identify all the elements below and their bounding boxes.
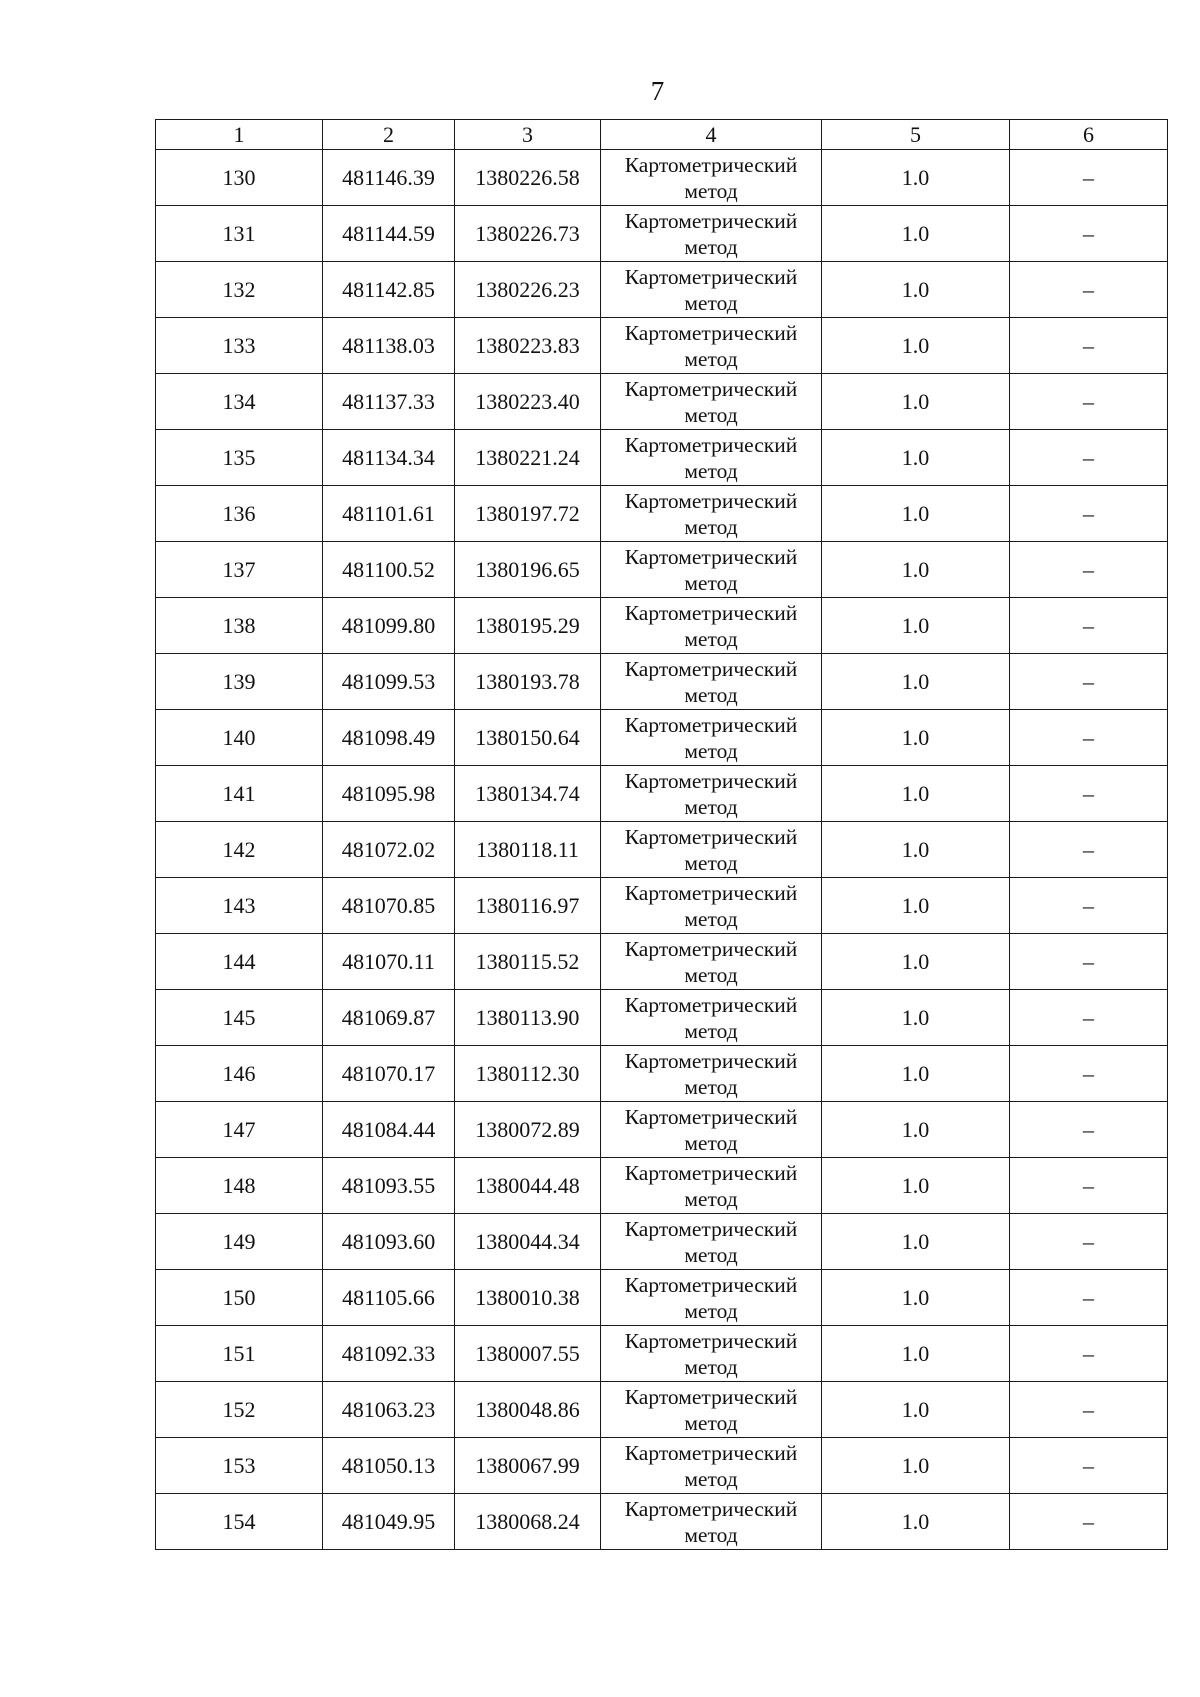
x-coordinate-cell: 481070.17 (323, 1046, 455, 1102)
y-coordinate-cell: 1380118.11 (455, 822, 601, 878)
note-cell: – (1010, 262, 1168, 318)
table-row (156, 990, 1168, 1046)
table-row (156, 1214, 1168, 1270)
accuracy-cell: 1.0 (822, 990, 1010, 1046)
note-cell: – (1010, 206, 1168, 262)
point-number-cell: 136 (156, 486, 323, 542)
x-coordinate-cell: 481092.33 (323, 1326, 455, 1382)
page-number: 7 (650, 76, 665, 106)
accuracy-cell: 1.0 (822, 598, 1010, 654)
x-coordinate-cell: 481050.13 (323, 1438, 455, 1494)
point-number-cell: 139 (156, 654, 323, 710)
note-cell: – (1010, 374, 1168, 430)
accuracy-cell: 1.0 (822, 1102, 1010, 1158)
note-cell: – (1010, 542, 1168, 598)
accuracy-cell: 1.0 (822, 1270, 1010, 1326)
y-coordinate-cell: 1380112.30 (455, 1046, 601, 1102)
x-coordinate-cell: 481099.80 (323, 598, 455, 654)
table-row (156, 710, 1168, 766)
y-coordinate-cell: 1380115.52 (455, 934, 601, 990)
point-number-cell: 144 (156, 934, 323, 990)
note-cell: – (1010, 1270, 1168, 1326)
x-coordinate-cell: 481069.87 (323, 990, 455, 1046)
table-row (156, 486, 1168, 542)
header-cell-2: 2 (323, 120, 455, 150)
method-cell: Картометрический метод (601, 1102, 822, 1158)
coordinates-table (155, 119, 1168, 1550)
method-cell: Картометрический метод (601, 1382, 822, 1438)
y-coordinate-cell: 1380116.97 (455, 878, 601, 934)
accuracy-cell: 1.0 (822, 654, 1010, 710)
table-row (156, 430, 1168, 486)
point-number-cell: 154 (156, 1494, 323, 1550)
table-body (156, 150, 1168, 1550)
y-coordinate-cell: 1380150.64 (455, 710, 601, 766)
method-cell: Картометрический метод (601, 150, 822, 206)
note-cell: – (1010, 1382, 1168, 1438)
point-number-cell: 153 (156, 1438, 323, 1494)
method-cell: Картометрический метод (601, 318, 822, 374)
point-number-cell: 152 (156, 1382, 323, 1438)
method-cell: Картометрический метод (601, 1158, 822, 1214)
y-coordinate-cell: 1380067.99 (455, 1438, 601, 1494)
note-cell: – (1010, 1046, 1168, 1102)
method-cell: Картометрический метод (601, 1046, 822, 1102)
table-row (156, 1438, 1168, 1494)
point-number-cell: 135 (156, 430, 323, 486)
method-cell: Картометрический метод (601, 934, 822, 990)
y-coordinate-cell: 1380010.38 (455, 1270, 601, 1326)
y-coordinate-cell: 1380197.72 (455, 486, 601, 542)
point-number-cell: 141 (156, 766, 323, 822)
accuracy-cell: 1.0 (822, 150, 1010, 206)
table-row (156, 1102, 1168, 1158)
accuracy-cell: 1.0 (822, 822, 1010, 878)
table-row (156, 598, 1168, 654)
table-row (156, 878, 1168, 934)
method-cell: Картометрический метод (601, 374, 822, 430)
x-coordinate-cell: 481084.44 (323, 1102, 455, 1158)
accuracy-cell: 1.0 (822, 1494, 1010, 1550)
x-coordinate-cell: 481070.11 (323, 934, 455, 990)
y-coordinate-cell: 1380195.29 (455, 598, 601, 654)
y-coordinate-cell: 1380044.48 (455, 1158, 601, 1214)
accuracy-cell: 1.0 (822, 878, 1010, 934)
method-cell: Картометрический метод (601, 1214, 822, 1270)
table-row (156, 542, 1168, 598)
note-cell: – (1010, 1158, 1168, 1214)
point-number-cell: 132 (156, 262, 323, 318)
table-row (156, 1270, 1168, 1326)
note-cell: – (1010, 654, 1168, 710)
accuracy-cell: 1.0 (822, 1326, 1010, 1382)
y-coordinate-cell: 1380072.89 (455, 1102, 601, 1158)
note-cell: – (1010, 822, 1168, 878)
note-cell: – (1010, 1438, 1168, 1494)
y-coordinate-cell: 1380193.78 (455, 654, 601, 710)
y-coordinate-cell: 1380048.86 (455, 1382, 601, 1438)
note-cell: – (1010, 150, 1168, 206)
x-coordinate-cell: 481049.95 (323, 1494, 455, 1550)
table-row (156, 150, 1168, 206)
y-coordinate-cell: 1380113.90 (455, 990, 601, 1046)
point-number-cell: 131 (156, 206, 323, 262)
point-number-cell: 146 (156, 1046, 323, 1102)
method-cell: Картометрический метод (601, 878, 822, 934)
table-row (156, 1382, 1168, 1438)
method-cell: Картометрический метод (601, 206, 822, 262)
method-cell: Картометрический метод (601, 822, 822, 878)
y-coordinate-cell: 1380134.74 (455, 766, 601, 822)
note-cell: – (1010, 766, 1168, 822)
y-coordinate-cell: 1380226.58 (455, 150, 601, 206)
x-coordinate-cell: 481093.55 (323, 1158, 455, 1214)
header-cell-6: 6 (1010, 120, 1168, 150)
x-coordinate-cell: 481070.85 (323, 878, 455, 934)
header-cell-4: 4 (601, 120, 822, 150)
y-coordinate-cell: 1380007.55 (455, 1326, 601, 1382)
method-cell: Картометрический метод (601, 1494, 822, 1550)
header-cell-3: 3 (455, 120, 601, 150)
x-coordinate-cell: 481095.98 (323, 766, 455, 822)
point-number-cell: 147 (156, 1102, 323, 1158)
method-cell: Картометрический метод (601, 262, 822, 318)
method-cell: Картометрический метод (601, 542, 822, 598)
y-coordinate-cell: 1380226.73 (455, 206, 601, 262)
note-cell: – (1010, 1494, 1168, 1550)
table-row (156, 934, 1168, 990)
accuracy-cell: 1.0 (822, 262, 1010, 318)
x-coordinate-cell: 481105.66 (323, 1270, 455, 1326)
y-coordinate-cell: 1380044.34 (455, 1214, 601, 1270)
accuracy-cell: 1.0 (822, 206, 1010, 262)
note-cell: – (1010, 1102, 1168, 1158)
accuracy-cell: 1.0 (822, 430, 1010, 486)
note-cell: – (1010, 990, 1168, 1046)
accuracy-cell: 1.0 (822, 542, 1010, 598)
header-row (156, 120, 1168, 150)
accuracy-cell: 1.0 (822, 1382, 1010, 1438)
method-cell: Картометрический метод (601, 990, 822, 1046)
table-row (156, 206, 1168, 262)
accuracy-cell: 1.0 (822, 1158, 1010, 1214)
point-number-cell: 134 (156, 374, 323, 430)
table-row (156, 654, 1168, 710)
accuracy-cell: 1.0 (822, 1214, 1010, 1270)
table-row (156, 262, 1168, 318)
point-number-cell: 142 (156, 822, 323, 878)
accuracy-cell: 1.0 (822, 766, 1010, 822)
accuracy-cell: 1.0 (822, 934, 1010, 990)
y-coordinate-cell: 1380223.40 (455, 374, 601, 430)
x-coordinate-cell: 481101.61 (323, 486, 455, 542)
method-cell: Картометрический метод (601, 1326, 822, 1382)
note-cell: – (1010, 430, 1168, 486)
note-cell: – (1010, 486, 1168, 542)
point-number-cell: 130 (156, 150, 323, 206)
accuracy-cell: 1.0 (822, 1046, 1010, 1102)
point-number-cell: 149 (156, 1214, 323, 1270)
method-cell: Картометрический метод (601, 430, 822, 486)
x-coordinate-cell: 481063.23 (323, 1382, 455, 1438)
point-number-cell: 145 (156, 990, 323, 1046)
header-cell-5: 5 (822, 120, 1010, 150)
table-row (156, 318, 1168, 374)
y-coordinate-cell: 1380068.24 (455, 1494, 601, 1550)
x-coordinate-cell: 481100.52 (323, 542, 455, 598)
accuracy-cell: 1.0 (822, 318, 1010, 374)
table-row (156, 1326, 1168, 1382)
table-row (156, 766, 1168, 822)
x-coordinate-cell: 481137.33 (323, 374, 455, 430)
x-coordinate-cell: 481142.85 (323, 262, 455, 318)
x-coordinate-cell: 481099.53 (323, 654, 455, 710)
table-row (156, 1494, 1168, 1550)
x-coordinate-cell: 481098.49 (323, 710, 455, 766)
accuracy-cell: 1.0 (822, 374, 1010, 430)
x-coordinate-cell: 481093.60 (323, 1214, 455, 1270)
accuracy-cell: 1.0 (822, 710, 1010, 766)
table-row (156, 1158, 1168, 1214)
x-coordinate-cell: 481072.02 (323, 822, 455, 878)
table-header (156, 120, 1168, 150)
point-number-cell: 151 (156, 1326, 323, 1382)
note-cell: – (1010, 878, 1168, 934)
x-coordinate-cell: 481144.59 (323, 206, 455, 262)
note-cell: – (1010, 1326, 1168, 1382)
y-coordinate-cell: 1380226.23 (455, 262, 601, 318)
y-coordinate-cell: 1380221.24 (455, 430, 601, 486)
point-number-cell: 143 (156, 878, 323, 934)
note-cell: – (1010, 934, 1168, 990)
accuracy-cell: 1.0 (822, 486, 1010, 542)
point-number-cell: 150 (156, 1270, 323, 1326)
point-number-cell: 137 (156, 542, 323, 598)
y-coordinate-cell: 1380196.65 (455, 542, 601, 598)
note-cell: – (1010, 598, 1168, 654)
table-row (156, 1046, 1168, 1102)
point-number-cell: 133 (156, 318, 323, 374)
method-cell: Картометрический метод (601, 654, 822, 710)
x-coordinate-cell: 481134.34 (323, 430, 455, 486)
x-coordinate-cell: 481138.03 (323, 318, 455, 374)
method-cell: Картометрический метод (601, 1270, 822, 1326)
y-coordinate-cell: 1380223.83 (455, 318, 601, 374)
header-cell-1: 1 (156, 120, 323, 150)
note-cell: – (1010, 318, 1168, 374)
x-coordinate-cell: 481146.39 (323, 150, 455, 206)
table-row (156, 822, 1168, 878)
method-cell: Картометрический метод (601, 486, 822, 542)
note-cell: – (1010, 1214, 1168, 1270)
accuracy-cell: 1.0 (822, 1438, 1010, 1494)
point-number-cell: 138 (156, 598, 323, 654)
point-number-cell: 140 (156, 710, 323, 766)
table-row (156, 374, 1168, 430)
method-cell: Картометрический метод (601, 710, 822, 766)
method-cell: Картометрический метод (601, 1438, 822, 1494)
point-number-cell: 148 (156, 1158, 323, 1214)
method-cell: Картометрический метод (601, 766, 822, 822)
method-cell: Картометрический метод (601, 598, 822, 654)
note-cell: – (1010, 710, 1168, 766)
